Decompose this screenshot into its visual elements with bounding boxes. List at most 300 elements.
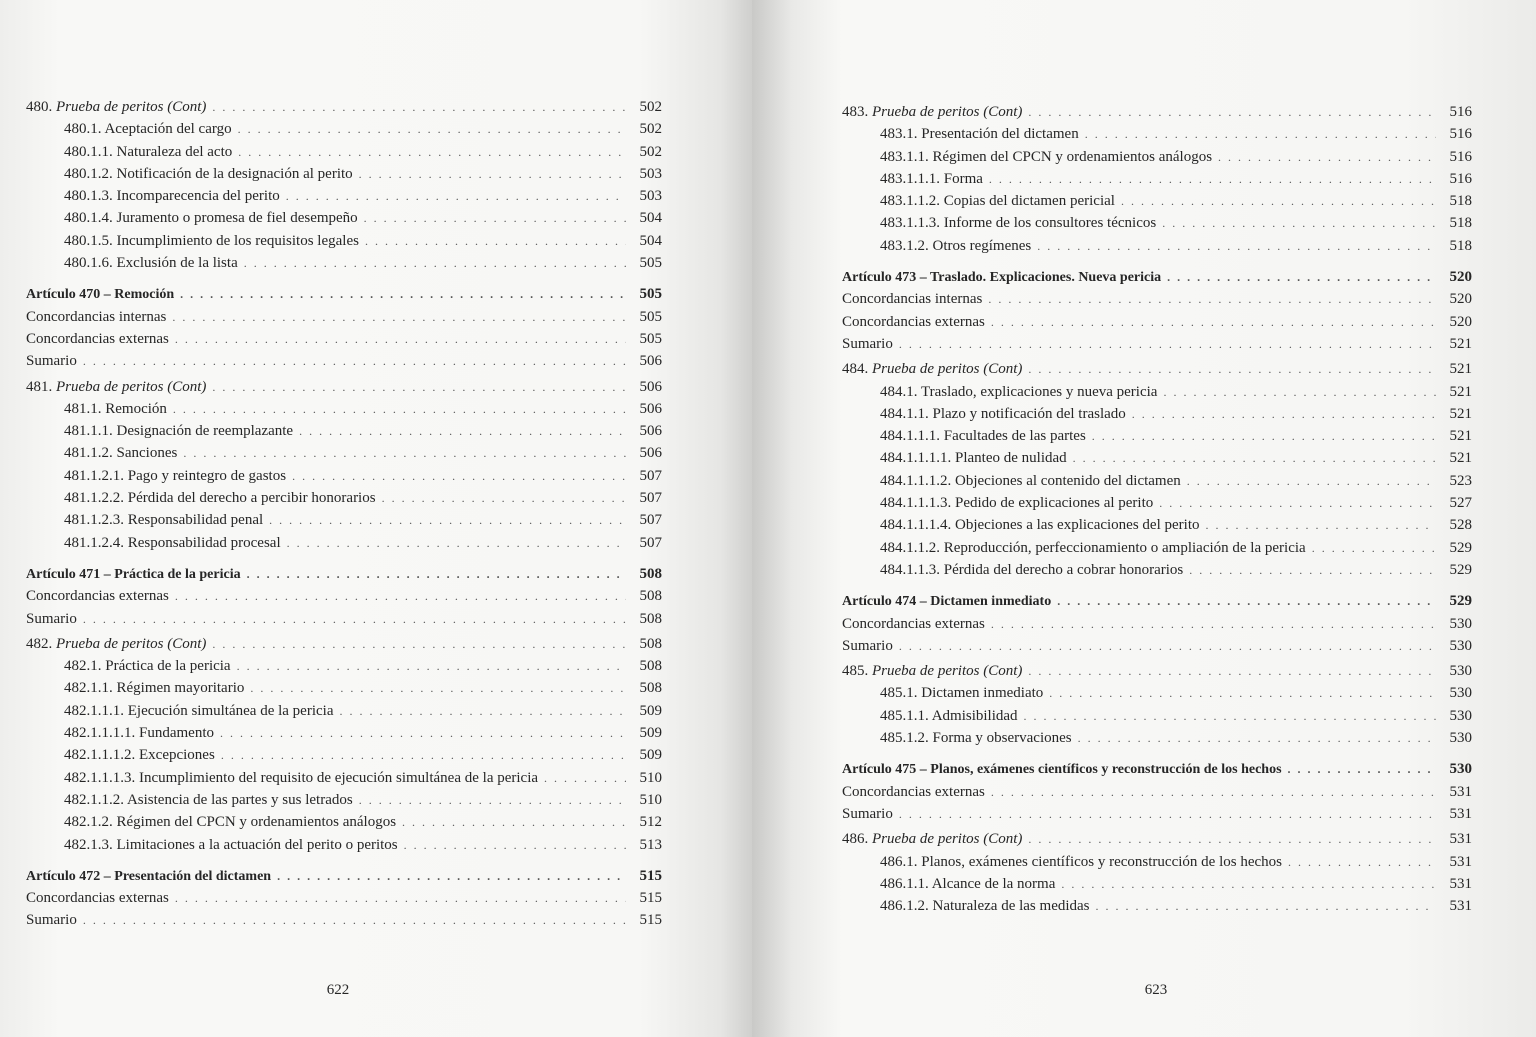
toc-entry	[842, 803, 1472, 825]
toc-entry-number: 483.1.2.	[880, 237, 933, 254]
toc-entry	[842, 288, 1472, 310]
toc-entry-page: 502	[639, 143, 662, 160]
toc-entry-title	[64, 398, 167, 420]
toc-entry-title	[64, 185, 280, 207]
dot-leader	[244, 252, 626, 274]
toc-entry-number: 482.1.2.	[64, 814, 117, 831]
toc-entry	[842, 590, 1472, 612]
dot-leader	[359, 789, 626, 811]
dot-leader	[286, 185, 626, 207]
toc-entry-page: 530	[1449, 761, 1472, 778]
toc-entry-number: 484.1.1.3.	[880, 561, 944, 578]
toc-entry	[842, 358, 1472, 380]
toc-entry-page: 521	[1449, 335, 1472, 352]
toc-entry-text: Régimen mayoritario	[116, 680, 245, 697]
toc-entry-title	[64, 442, 177, 464]
toc-entry-page: 516	[1449, 104, 1472, 120]
left-table-of-contents	[26, 96, 662, 932]
toc-entry-number: 483.1.1.	[880, 148, 933, 165]
toc-entry-page: 502	[639, 121, 662, 138]
toc-entry-text: Ejecución simultánea de la pericia	[127, 702, 334, 719]
toc-entry-text: Práctica de la pericia	[105, 658, 231, 675]
toc-entry	[842, 828, 1472, 850]
dot-leader	[83, 909, 626, 931]
dot-leader	[1206, 514, 1437, 536]
dot-leader	[212, 376, 626, 398]
toc-entry-text: Artículo 471 – Práctica de la pericia	[26, 566, 241, 582]
toc-entry-text: Prueba de peritos (Cont)	[872, 361, 1023, 378]
dot-leader	[382, 487, 626, 509]
toc-entry-number: 481.1.2.	[64, 445, 117, 462]
toc-entry-page: 531	[1449, 898, 1472, 915]
toc-entry	[842, 168, 1472, 190]
toc-entry-text: Responsabilidad penal	[127, 512, 264, 529]
toc-entry-title	[64, 207, 358, 229]
toc-entry-number: 481.1.	[64, 400, 106, 417]
dot-leader	[83, 350, 626, 372]
toc-entry	[842, 311, 1472, 333]
toc-entry-title	[26, 866, 271, 888]
toc-entry-title	[26, 376, 206, 398]
dot-leader	[1057, 590, 1436, 612]
toc-entry-text: Concordancias externas	[26, 890, 169, 907]
toc-entry-text: Planos, exámenes científicos y reconstrucción de los hechos	[921, 853, 1282, 870]
toc-entry-title	[26, 306, 166, 328]
toc-entry-page: 512	[639, 814, 662, 831]
dot-leader	[1073, 447, 1436, 469]
toc-entry-page: 515	[639, 867, 662, 884]
dot-leader	[1092, 425, 1436, 447]
toc-entry-text: Sumario	[26, 912, 77, 929]
dot-leader	[899, 635, 1436, 657]
toc-entry-number: 480.1.	[64, 121, 105, 138]
toc-entry-page: 516	[1449, 170, 1472, 187]
toc-entry-text: Pérdida del derecho a percibir honorarios	[127, 490, 376, 507]
toc-entry-page: 506	[639, 378, 662, 395]
toc-entry-title	[64, 118, 232, 140]
toc-entry-page: 515	[639, 890, 662, 907]
toc-entry-text: Concordancias externas	[842, 783, 985, 800]
toc-entry	[26, 532, 662, 554]
dot-leader	[1288, 758, 1436, 780]
toc-entry	[842, 781, 1472, 803]
toc-entry-text: Incumplimiento de los requisitos legales	[116, 232, 359, 249]
toc-entry-title	[64, 420, 293, 442]
toc-entry-text: Facultades de las partes	[943, 428, 1086, 445]
toc-entry	[842, 403, 1472, 425]
toc-entry-page: 531	[1449, 783, 1472, 800]
toc-entry	[26, 350, 662, 372]
toc-entry-page: 505	[639, 308, 662, 325]
toc-entry-page: 508	[639, 635, 662, 652]
dot-leader	[247, 563, 626, 585]
toc-entry-page: 521	[1449, 450, 1472, 467]
toc-entry	[26, 767, 662, 789]
toc-entry	[26, 185, 662, 207]
toc-entry-text: Prueba de peritos (Cont)	[56, 378, 207, 395]
toc-entry-number: 480.1.5.	[64, 232, 117, 249]
toc-entry	[26, 744, 662, 766]
toc-entry	[842, 873, 1472, 895]
toc-entry-title	[880, 559, 1183, 581]
toc-entry-page: 508	[639, 610, 662, 627]
toc-entry-page: 521	[1449, 361, 1472, 378]
toc-entry-page: 518	[1449, 237, 1472, 254]
toc-entry	[26, 96, 662, 118]
toc-entry-number: 484.	[842, 361, 872, 378]
toc-entry	[26, 655, 662, 677]
toc-entry-title	[880, 235, 1031, 257]
toc-entry-number: 484.1.1.1.4.	[880, 517, 955, 534]
toc-entry-text: Presentación del dictamen	[921, 126, 1079, 143]
toc-entry-text: Prueba de peritos (Cont)	[56, 635, 207, 652]
dot-leader	[1121, 190, 1436, 212]
dot-leader	[1085, 123, 1436, 145]
dot-leader	[1312, 537, 1436, 559]
toc-entry-title	[880, 514, 1200, 536]
toc-entry-number: 481.1.1.	[64, 423, 117, 440]
toc-entry	[26, 230, 662, 252]
toc-entry-page: 531	[1449, 875, 1472, 892]
dot-leader	[1037, 235, 1436, 257]
toc-entry-page: 530	[1449, 730, 1472, 747]
dot-leader	[1078, 727, 1436, 749]
toc-entry-number: 481.	[26, 378, 56, 395]
toc-entry-page: 529	[1449, 561, 1472, 578]
toc-entry-number: 483.1.	[880, 126, 922, 143]
toc-entry-text: Sumario	[26, 610, 77, 627]
toc-entry-page: 531	[1449, 831, 1472, 848]
toc-entry-number: 486.1.1.	[880, 875, 932, 892]
toc-entry-number: 484.1.1.2.	[880, 539, 944, 556]
toc-entry-title	[26, 564, 241, 586]
toc-entry	[842, 333, 1472, 355]
toc-entry-title	[26, 328, 169, 350]
toc-entry	[842, 758, 1472, 780]
toc-entry-number: 484.1.1.1.2.	[880, 472, 955, 489]
toc-entry-text: Pedido de explicaciones al perito	[955, 495, 1154, 512]
toc-entry-page: 508	[639, 588, 662, 605]
toc-entry	[26, 141, 662, 163]
toc-entry-number: 483.1.1.1.	[880, 170, 944, 187]
dot-leader	[212, 633, 626, 655]
toc-entry-text: Otros regímenes	[932, 237, 1032, 254]
toc-entry-title	[842, 781, 985, 803]
dot-leader	[180, 283, 626, 305]
toc-entry-number: 486.	[842, 831, 872, 848]
toc-entry	[842, 235, 1472, 257]
toc-entry	[842, 705, 1472, 727]
toc-entry	[842, 123, 1472, 145]
dot-leader	[1049, 682, 1436, 704]
toc-entry-title	[880, 212, 1156, 234]
toc-entry-page: 521	[1449, 383, 1472, 400]
toc-entry-title	[26, 350, 77, 372]
toc-entry-number: 484.1.1.1.3.	[880, 495, 955, 512]
dot-leader	[1163, 381, 1436, 403]
toc-entry-text: Naturaleza de las medidas	[932, 898, 1090, 915]
toc-entry	[26, 207, 662, 229]
toc-entry-number: 486.1.	[880, 853, 922, 870]
dot-leader	[250, 677, 626, 699]
toc-entry-page: 527	[1449, 495, 1472, 512]
toc-entry-title	[880, 447, 1067, 469]
toc-entry	[26, 700, 662, 722]
toc-entry-text: Aceptación del cargo	[104, 121, 232, 138]
toc-entry-text: Sanciones	[116, 445, 178, 462]
toc-entry-page: 502	[639, 99, 662, 115]
toc-entry	[26, 865, 662, 887]
toc-entry-page: 507	[639, 534, 662, 551]
dot-leader	[1028, 101, 1436, 123]
dot-leader	[269, 509, 626, 531]
toc-entry	[842, 613, 1472, 635]
toc-entry-text: Pago y reintegro de gastos	[127, 467, 287, 484]
toc-entry-text: Limitaciones a la actuación del perito o peritos	[116, 836, 398, 853]
toc-entry-page: 505	[639, 330, 662, 347]
toc-entry-number: 485.	[842, 663, 872, 680]
toc-entry-number: 482.1.1.1.3.	[64, 769, 139, 786]
toc-entry-title	[842, 828, 1022, 850]
dot-leader	[175, 585, 626, 607]
toc-entry-title	[64, 532, 281, 554]
dot-leader	[1028, 660, 1436, 682]
toc-entry-text: Alcance de la norma	[931, 875, 1056, 892]
dot-leader	[899, 803, 1436, 825]
toc-entry-text: Concordancias externas	[26, 588, 169, 605]
toc-entry-title	[64, 252, 238, 274]
toc-entry-title	[64, 465, 286, 487]
toc-entry-text: Asistencia de las partes y sus letrados	[126, 791, 353, 808]
toc-entry-text: Concordancias externas	[842, 313, 985, 330]
toc-entry-text: Régimen del CPCN y ordenamientos análogos	[932, 148, 1213, 165]
dot-leader	[340, 700, 627, 722]
toc-entry-title	[26, 608, 77, 630]
dot-leader	[175, 328, 626, 350]
toc-entry-page: 503	[639, 188, 662, 205]
toc-entry-title	[64, 722, 214, 744]
toc-entry-text: Concordancias internas	[842, 291, 983, 308]
toc-entry-number: 486.1.2.	[880, 898, 933, 915]
dot-leader	[1189, 559, 1436, 581]
dot-leader	[1028, 358, 1436, 380]
toc-entry	[26, 633, 662, 655]
left-page-number: 622	[326, 982, 350, 998]
toc-entry-page: 510	[639, 791, 662, 808]
toc-entry-number: 480.	[26, 99, 56, 115]
toc-entry-title	[880, 190, 1115, 212]
toc-entry	[26, 789, 662, 811]
toc-entry-number: 484.1.1.1.1.	[880, 450, 955, 467]
toc-entry-page: 513	[639, 836, 662, 853]
toc-entry-title	[880, 851, 1282, 873]
toc-entry-text: Concordancias internas	[26, 308, 167, 325]
toc-entry-number: 481.1.2.3.	[64, 512, 128, 529]
toc-entry	[842, 727, 1472, 749]
toc-entry-text: Prueba de peritos (Cont)	[872, 831, 1023, 848]
toc-entry-number: 482.1.1.1.1.	[64, 725, 139, 742]
toc-entry-number: 480.1.3.	[64, 188, 117, 205]
toc-entry	[26, 420, 662, 442]
toc-entry-text: Copias del dictamen pericial	[943, 193, 1115, 210]
toc-entry-title	[880, 682, 1043, 704]
dot-leader	[1132, 403, 1436, 425]
toc-entry-number: 482.1.	[64, 658, 106, 675]
toc-entry-page: 530	[1449, 637, 1472, 654]
toc-entry-page: 503	[639, 165, 662, 182]
toc-entry	[26, 811, 662, 833]
toc-entry-title	[64, 789, 353, 811]
toc-entry-title	[842, 613, 985, 635]
toc-entry-text: Régimen del CPCN y ordenamientos análogos	[116, 814, 397, 831]
toc-entry-text: Juramento o promesa de fiel desempeño	[116, 210, 358, 227]
toc-entry	[26, 834, 662, 856]
toc-entry-title	[880, 403, 1126, 425]
toc-entry	[26, 306, 662, 328]
toc-entry-text: Exclusión de la lista	[116, 255, 238, 272]
dot-leader	[1162, 212, 1436, 234]
toc-entry-text: Prueba de peritos (Cont)	[56, 99, 207, 115]
toc-entry-text: Incomparecencia del perito	[116, 188, 280, 205]
toc-entry-title	[64, 163, 353, 185]
toc-entry-number: 482.1.1.1.2.	[64, 747, 139, 764]
toc-entry-text: Responsabilidad procesal	[127, 534, 281, 551]
dot-leader	[988, 288, 1436, 310]
dot-leader	[991, 311, 1436, 333]
toc-entry-page: 530	[1449, 663, 1472, 680]
toc-entry	[842, 895, 1472, 917]
toc-entry	[26, 465, 662, 487]
toc-entry	[26, 376, 662, 398]
toc-entry-text: Naturaleza del acto	[116, 143, 233, 160]
dot-leader	[991, 613, 1436, 635]
toc-entry-text: Artículo 474 – Dictamen inmediato	[842, 594, 1052, 610]
toc-entry-number: 481.1.2.2.	[64, 490, 128, 507]
toc-entry-title	[880, 123, 1079, 145]
dot-leader	[544, 767, 626, 789]
toc-entry-page: 507	[639, 512, 662, 529]
toc-entry-page: 521	[1449, 405, 1472, 422]
toc-entry-text: Incumplimiento del requisito de ejecución simultánea de la pericia	[139, 769, 539, 786]
dot-leader	[299, 420, 626, 442]
toc-entry	[842, 146, 1472, 168]
toc-entry-title	[64, 487, 376, 509]
toc-entry-title	[880, 425, 1086, 447]
toc-entry-page: 529	[1449, 539, 1472, 556]
toc-entry-text: Planteo de nulidad	[955, 450, 1067, 467]
dot-leader	[991, 781, 1436, 803]
toc-entry-title	[880, 873, 1055, 895]
toc-entry-page: 509	[639, 702, 662, 719]
toc-entry-page: 528	[1449, 517, 1472, 534]
toc-entry-title	[842, 591, 1051, 613]
toc-entry-page: 506	[639, 423, 662, 440]
toc-entry-page: 521	[1449, 428, 1472, 445]
toc-entry-title	[880, 470, 1181, 492]
toc-entry	[842, 537, 1472, 559]
toc-entry-text: Sumario	[26, 353, 77, 370]
toc-entry-title	[842, 803, 893, 825]
dot-leader	[1187, 470, 1436, 492]
toc-entry	[26, 509, 662, 531]
dot-leader	[364, 207, 626, 229]
toc-entry-text: Excepciones	[139, 747, 215, 764]
toc-entry-title	[880, 168, 983, 190]
toc-entry-number: 480.1.1.	[64, 143, 117, 160]
toc-entry-title	[880, 727, 1072, 749]
toc-entry-title	[842, 660, 1022, 682]
toc-entry-page: 518	[1449, 215, 1472, 232]
toc-entry-number: 485.1.1.	[880, 707, 932, 724]
dot-leader	[221, 744, 626, 766]
toc-entry-title	[64, 744, 215, 766]
toc-entry-title	[64, 700, 334, 722]
dot-leader	[172, 306, 626, 328]
toc-entry	[842, 514, 1472, 536]
toc-entry-title	[64, 677, 244, 699]
toc-entry-number: 482.1.1.2.	[64, 791, 127, 808]
toc-entry-text: Objeciones al contenido del dictamen	[955, 472, 1181, 489]
left-page	[0, 0, 752, 1037]
toc-entry-title	[26, 633, 206, 655]
toc-entry-page: 508	[639, 680, 662, 697]
dot-leader	[1028, 828, 1436, 850]
toc-entry-number: 483.1.1.2.	[880, 193, 944, 210]
toc-entry-title	[64, 834, 398, 856]
dot-leader	[277, 865, 626, 887]
right-page-number: 623	[1144, 982, 1168, 998]
toc-entry-page: 506	[639, 353, 662, 370]
toc-entry-page: 504	[639, 210, 662, 227]
toc-entry	[26, 442, 662, 464]
toc-entry-title	[842, 101, 1022, 123]
toc-entry-number: 480.1.6.	[64, 255, 117, 272]
toc-entry-title	[64, 509, 263, 531]
toc-entry-page: 520	[1449, 313, 1472, 330]
dot-leader	[402, 811, 626, 833]
toc-entry-page: 520	[1449, 269, 1472, 286]
dot-leader	[292, 465, 626, 487]
dot-leader	[1167, 266, 1436, 288]
toc-entry-number: 482.1.3.	[64, 836, 117, 853]
toc-entry-title	[880, 492, 1153, 514]
dot-leader	[365, 230, 626, 252]
toc-entry-title	[880, 537, 1306, 559]
toc-entry-page: 506	[639, 445, 662, 462]
toc-entry-title	[842, 267, 1161, 289]
toc-entry	[26, 252, 662, 274]
toc-entry-page: 504	[639, 232, 662, 249]
toc-entry-text: Prueba de peritos (Cont)	[872, 663, 1023, 680]
toc-entry-text: Admisibilidad	[931, 707, 1018, 724]
toc-entry-title	[880, 705, 1018, 727]
toc-entry-number: 482.1.1.	[64, 680, 117, 697]
toc-entry-page: 530	[1449, 615, 1472, 632]
dot-leader	[1061, 873, 1436, 895]
toc-entry-text: Dictamen inmediato	[921, 685, 1044, 702]
toc-entry-text: Traslado, explicaciones y nueva pericia	[920, 383, 1158, 400]
toc-entry	[26, 722, 662, 744]
toc-entry-page: 508	[639, 565, 662, 582]
toc-entry-page: 530	[1449, 707, 1472, 724]
toc-entry-page: 510	[639, 769, 662, 786]
toc-entry-title	[842, 288, 982, 310]
toc-entry-number: 484.1.1.1.	[880, 428, 944, 445]
toc-entry-number: 483.	[842, 104, 872, 120]
toc-entry-text: Designación de reemplazante	[116, 423, 294, 440]
toc-entry-page: 507	[639, 490, 662, 507]
toc-entry-title	[26, 887, 169, 909]
